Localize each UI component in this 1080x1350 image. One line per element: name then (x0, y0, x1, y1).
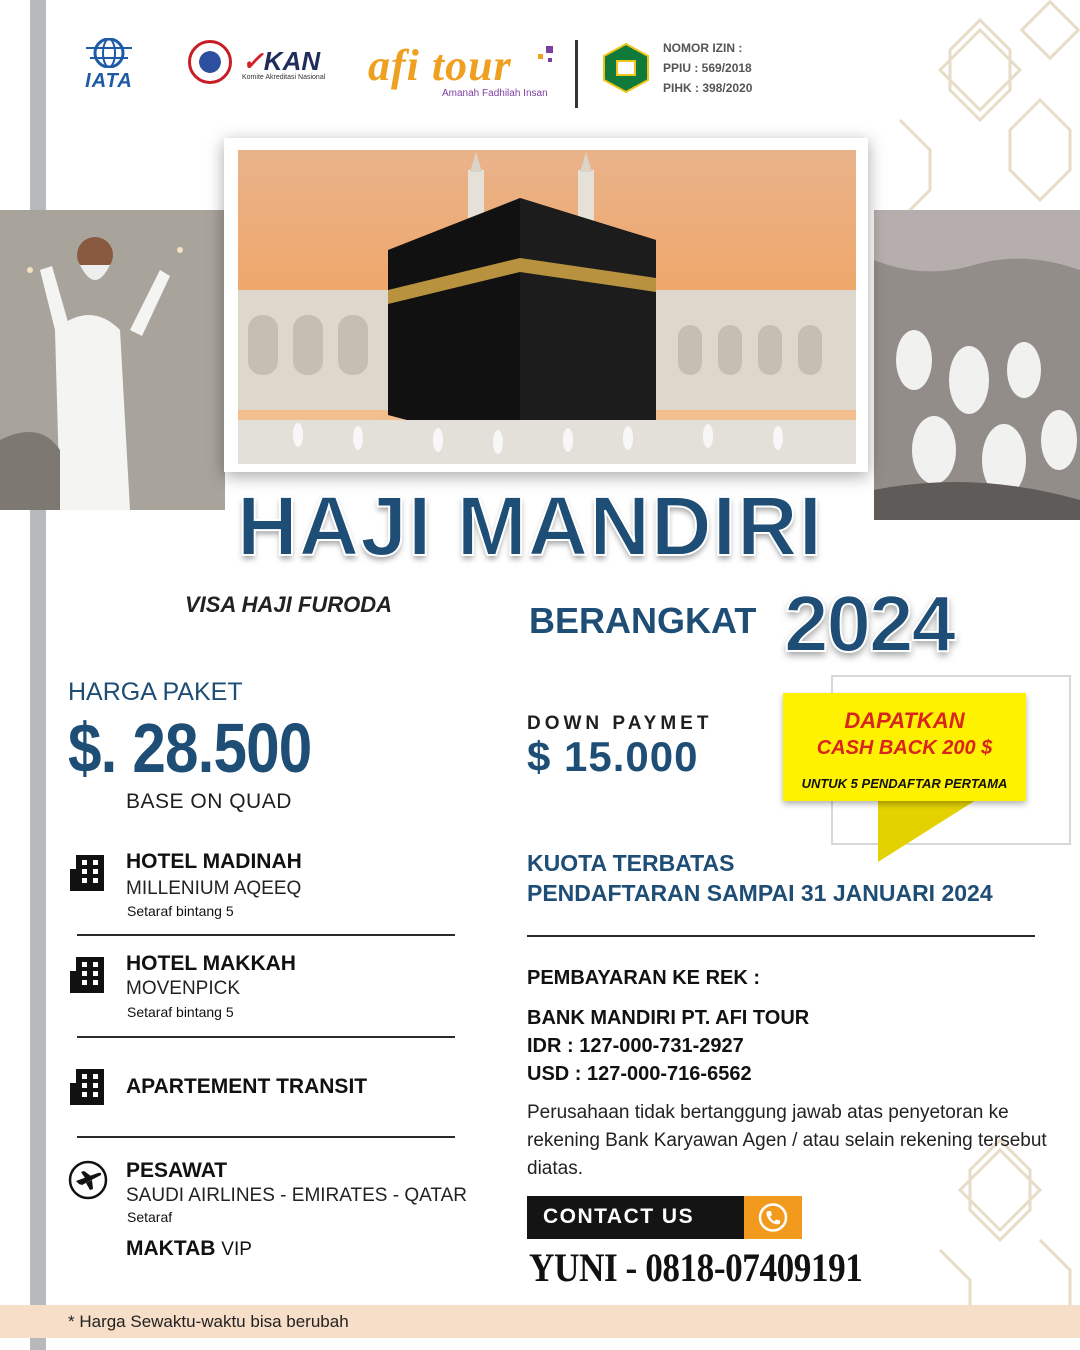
departure-label: BERANGKAT (529, 600, 757, 641)
airplane-icon (68, 1160, 108, 1200)
quota-line-1: KUOTA TERBATAS (527, 850, 735, 876)
hotel-makkah-rating: Setaraf bintang 5 (127, 1004, 234, 1020)
contact-us-button[interactable] (527, 1196, 802, 1239)
afi-tagline: Amanah Fadhilah Insan (442, 88, 548, 99)
price-label: HARGA PAKET (68, 678, 243, 706)
hotel-madinah-rating: Setaraf bintang 5 (127, 903, 234, 919)
afi-tour-wordmark: afi tour (368, 41, 512, 90)
hotel-makkah-title: HOTEL MAKKAH (126, 952, 296, 975)
iata-logo (70, 38, 148, 94)
flight-title: PESAWAT (126, 1159, 228, 1182)
building-icon (68, 1067, 108, 1107)
payment-title: PEMBAYARAN KE REK : (527, 967, 761, 989)
page-title: HAJI MANDIRI (236, 479, 823, 573)
decorative-squares-icon (536, 46, 556, 66)
license-info (663, 38, 752, 98)
contact-us-label: CONTACT US (543, 1205, 695, 1228)
header-divider (575, 40, 578, 108)
payment-bank: BANK MANDIRI PT. AFI TOUR (527, 1007, 810, 1029)
license-label: NOMOR IZIN : (663, 41, 743, 55)
flight-note: Setaraf (127, 1209, 173, 1225)
kan-text: KAN (263, 46, 321, 76)
building-icon (68, 955, 108, 995)
departure-year: 2024 (784, 579, 954, 668)
payment-details (527, 1004, 809, 1088)
divider (527, 935, 1035, 937)
kan-subtitle: Komite Akreditasi Nasional (242, 74, 326, 81)
ornament-pattern-top-right (880, 0, 1080, 220)
footer-note: * Harga Sewaktu-waktu bisa berubah (68, 1312, 349, 1331)
kaaba-photo (238, 150, 856, 464)
divider (77, 934, 455, 936)
license-pihk: PIHK : 398/2020 (663, 81, 753, 95)
kemenag-logo (600, 42, 652, 94)
globe-icon (86, 38, 132, 68)
footer-bar (0, 1305, 1080, 1338)
header (60, 30, 780, 120)
building-icon (68, 853, 108, 893)
afi-tour-logo (368, 41, 558, 110)
payment-idr-account: IDR : 127-000-731-2927 (527, 1035, 744, 1057)
phone-icon (744, 1196, 802, 1239)
kan-logo: ✓KAN Komite Akreditasi Nasional (242, 48, 342, 94)
apartment-transit-title: APARTEMENT TRANSIT (126, 1075, 368, 1098)
price-value: $. 28.500 (68, 709, 312, 787)
pilgrim-photo-left (0, 210, 225, 510)
tuv-seal-logo (188, 40, 232, 84)
divider (77, 1036, 455, 1038)
maktab-value: VIP (221, 1239, 252, 1260)
hotel-madinah-name: MILLENIUM AQEEQ (126, 878, 302, 899)
quota-notice (527, 848, 993, 908)
down-payment-label: DOWN PAYMET (527, 713, 713, 734)
price-basis: BASE ON QUAD (126, 790, 292, 813)
promo-condition: UNTUK 5 PENDAFTAR PERTAMA (801, 776, 1008, 791)
phone-icon-box (744, 1196, 802, 1239)
license-ppiu: PPIU : 569/2018 (663, 61, 752, 75)
maktab-info (126, 1237, 252, 1261)
hotel-makkah-name: MOVENPICK (126, 978, 241, 999)
visa-subtitle: VISA HAJI FURODA (185, 592, 392, 617)
left-accent-bar (30, 0, 46, 1350)
promo-cashback: CASH BACK 200 $ (816, 737, 993, 759)
hotel-madinah-title: HOTEL MADINAH (126, 850, 302, 873)
payment-usd-account: USD : 127-000-716-6562 (527, 1063, 752, 1085)
divider (77, 1136, 455, 1138)
maktab-label: MAKTAB (126, 1237, 216, 1260)
pilgrims-photo-right (874, 210, 1080, 520)
flight-airlines: SAUDI AIRLINES - EMIRATES - QATAR (126, 1185, 467, 1206)
iata-text: IATA (85, 70, 133, 92)
contact-person-phone: YUNI - 0818-07409191 (529, 1245, 863, 1290)
disclaimer-text: Perusahaan tidak bertanggung jawab atas penyetoran ke rekening Bank Karyawan Agen / atau selain rekening tersebut diatas. (527, 1102, 1047, 1179)
promo-headline: DAPATKAN (844, 708, 965, 733)
quota-line-2: PENDAFTARAN SAMPAI 31 JANUARI 2024 (527, 880, 993, 906)
down-payment-value: $ 15.000 (527, 733, 699, 780)
